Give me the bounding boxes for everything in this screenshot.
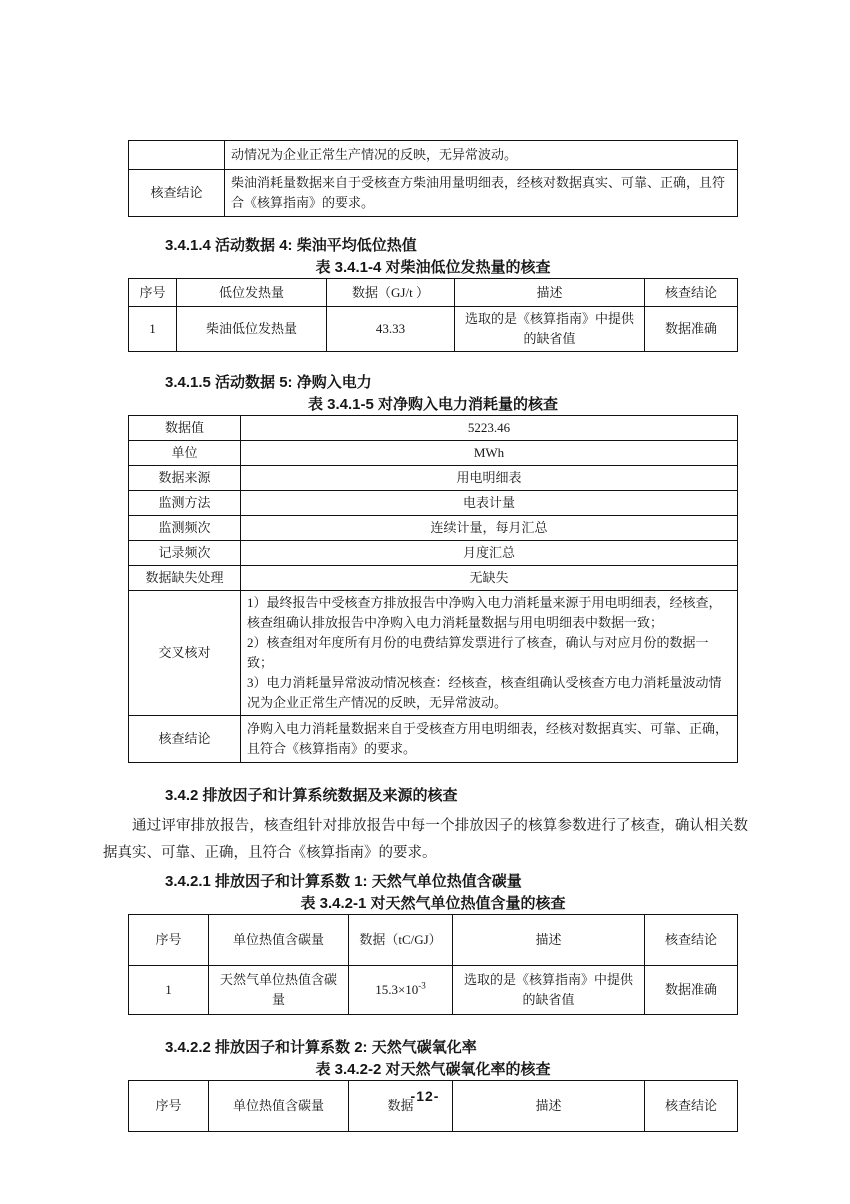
page-number: -12- [410,1088,440,1104]
row-text: 柴油消耗量数据来自于受核查方柴油用量明细表，经核对数据真实、可靠、正确，且符合《核算指南》的要求。 [225,170,738,217]
cell-data: 43.33 [327,307,455,352]
table-row [129,491,738,516]
value-exponent: -3 [418,980,426,991]
row-label: 记录频次 [129,541,241,566]
table-caption-3-4-2-1: 表 3.4.2-1 对天然气单位热值含量的核查 [300,895,566,912]
conclusion-text: 净购入电力消耗量数据来自于受核查方用电明细表，经核对数据真实、可靠、正确，且符合《核算指南》的要求。 [241,716,738,763]
row-label: 数据值 [129,416,241,441]
col-header-no: 序号 [129,279,177,307]
table-row [129,966,738,1015]
cross-check-row [129,591,738,716]
col-header-desc: 描述 [453,1081,645,1132]
conclusion-row [129,716,738,763]
row-label: 交叉核对 [129,591,241,716]
col-header-data: 数据 [349,1081,453,1132]
table-row [129,307,738,352]
cell-desc: 选取的是《核算指南》中提供的缺省值 [455,307,645,352]
col-header-name: 单位热值含碳量 [209,1081,349,1132]
cell-no: 1 [129,966,209,1015]
row-label: 监测频次 [129,516,241,541]
cross-check-item-3: 3）电力消耗量异常波动情况核查：经核查，核查组确认受核查方电力消耗量波动情况为企业正常生产情况的反映，无异常波动。 [247,675,722,710]
section-heading-3-4-1-4: 3.4.1.4 活动数据 4: 柴油平均低位热值 [165,237,417,254]
gas-carbon-content-table [128,914,738,1015]
cell-conclusion: 数据准确 [645,307,738,352]
col-header-desc: 描述 [453,915,645,966]
table-row [129,441,738,466]
row-value: 连续计量，每月汇总 [241,516,738,541]
col-header-conclusion: 核查结论 [645,915,738,966]
row-label: 核查结论 [129,170,225,217]
section-heading-3-4-1-5: 3.4.1.5 活动数据 5: 净购入电力 [165,374,372,391]
row-label: 单位 [129,441,241,466]
col-header-conclusion: 核查结论 [645,1081,738,1132]
table-row [129,416,738,441]
row-label-empty [129,141,225,170]
table-row [129,566,738,591]
row-label: 数据来源 [129,466,241,491]
section-heading-3-4-2-2: 3.4.2.2 排放因子和计算系数 2: 天然气碳氧化率 [165,1039,477,1056]
table-row [129,516,738,541]
col-header-desc: 描述 [455,279,645,307]
cell-desc: 选取的是《核算指南》中提供的缺省值 [453,966,645,1015]
row-label: 监测方法 [129,491,241,516]
diesel-heating-value-table [128,278,738,352]
diesel-conclusion-table [128,140,738,217]
row-text: 动情况为企业正常生产情况的反映，无异常波动。 [225,141,738,170]
cell-conclusion: 数据准确 [645,966,738,1015]
cell-name: 柴油低位发热量 [177,307,327,352]
section-heading-3-4-2: 3.4.2 排放因子和计算系统数据及来源的核查 [165,787,458,804]
table-row [129,466,738,491]
value-base: 15.3×10 [375,982,419,997]
row-value: 5223.46 [241,416,738,441]
page-content [103,0,748,1132]
cross-check-item-1: 1）最终报告中受核查方排放报告中净购入电力消耗量来源于用电明细表，经核查，核查组确认排放报告中净购入电力消耗量数据与用电明细表中数据一致； [247,595,722,630]
col-header-name: 单位热值含碳量 [209,915,349,966]
col-header-conclusion: 核查结论 [645,279,738,307]
col-header-no: 序号 [129,1081,209,1132]
table-header-row [129,279,738,307]
row-label: 数据缺失处理 [129,566,241,591]
row-value: 无缺失 [241,566,738,591]
table-caption-3-4-2-2: 表 3.4.2-2 对天然气碳氧化率的核查 [315,1061,551,1078]
cross-check-text [241,591,738,716]
row-label: 核查结论 [129,716,241,763]
table-row [129,541,738,566]
cell-data [349,966,453,1015]
row-value: MWh [241,441,738,466]
col-header-data: 数据（tC/GJ） [349,915,453,966]
cross-check-item-2: 2）核查组对年度所有月份的电费结算发票进行了核查，确认与对应月份的数据一致； [247,635,709,670]
col-header-data: 数据（GJ/t ） [327,279,455,307]
table-caption-3-4-1-4: 表 3.4.1-4 对柴油低位发热量的核查 [315,259,551,276]
cell-name: 天然气单位热值含碳量 [209,966,349,1015]
section-paragraph: 通过评审排放报告，核查组针对排放报告中每一个排放因子的核算参数进行了核查，确认相关数据真实、可靠、正确，且符合《核算指南》的要求。 [103,818,748,861]
table-caption-3-4-1-5: 表 3.4.1-5 对净购入电力消耗量的核查 [307,396,559,413]
col-header-name: 低位发热量 [177,279,327,307]
electricity-verification-table [128,415,738,763]
row-value: 月度汇总 [241,541,738,566]
row-value: 电表计量 [241,491,738,516]
section-heading-3-4-2-1: 3.4.2.1 排放因子和计算系数 1: 天然气单位热值含碳量 [165,873,522,890]
table-row [129,141,738,170]
row-value: 用电明细表 [241,466,738,491]
col-header-no: 序号 [129,915,209,966]
cell-no: 1 [129,307,177,352]
table-header-row [129,915,738,966]
table-row [129,170,738,217]
